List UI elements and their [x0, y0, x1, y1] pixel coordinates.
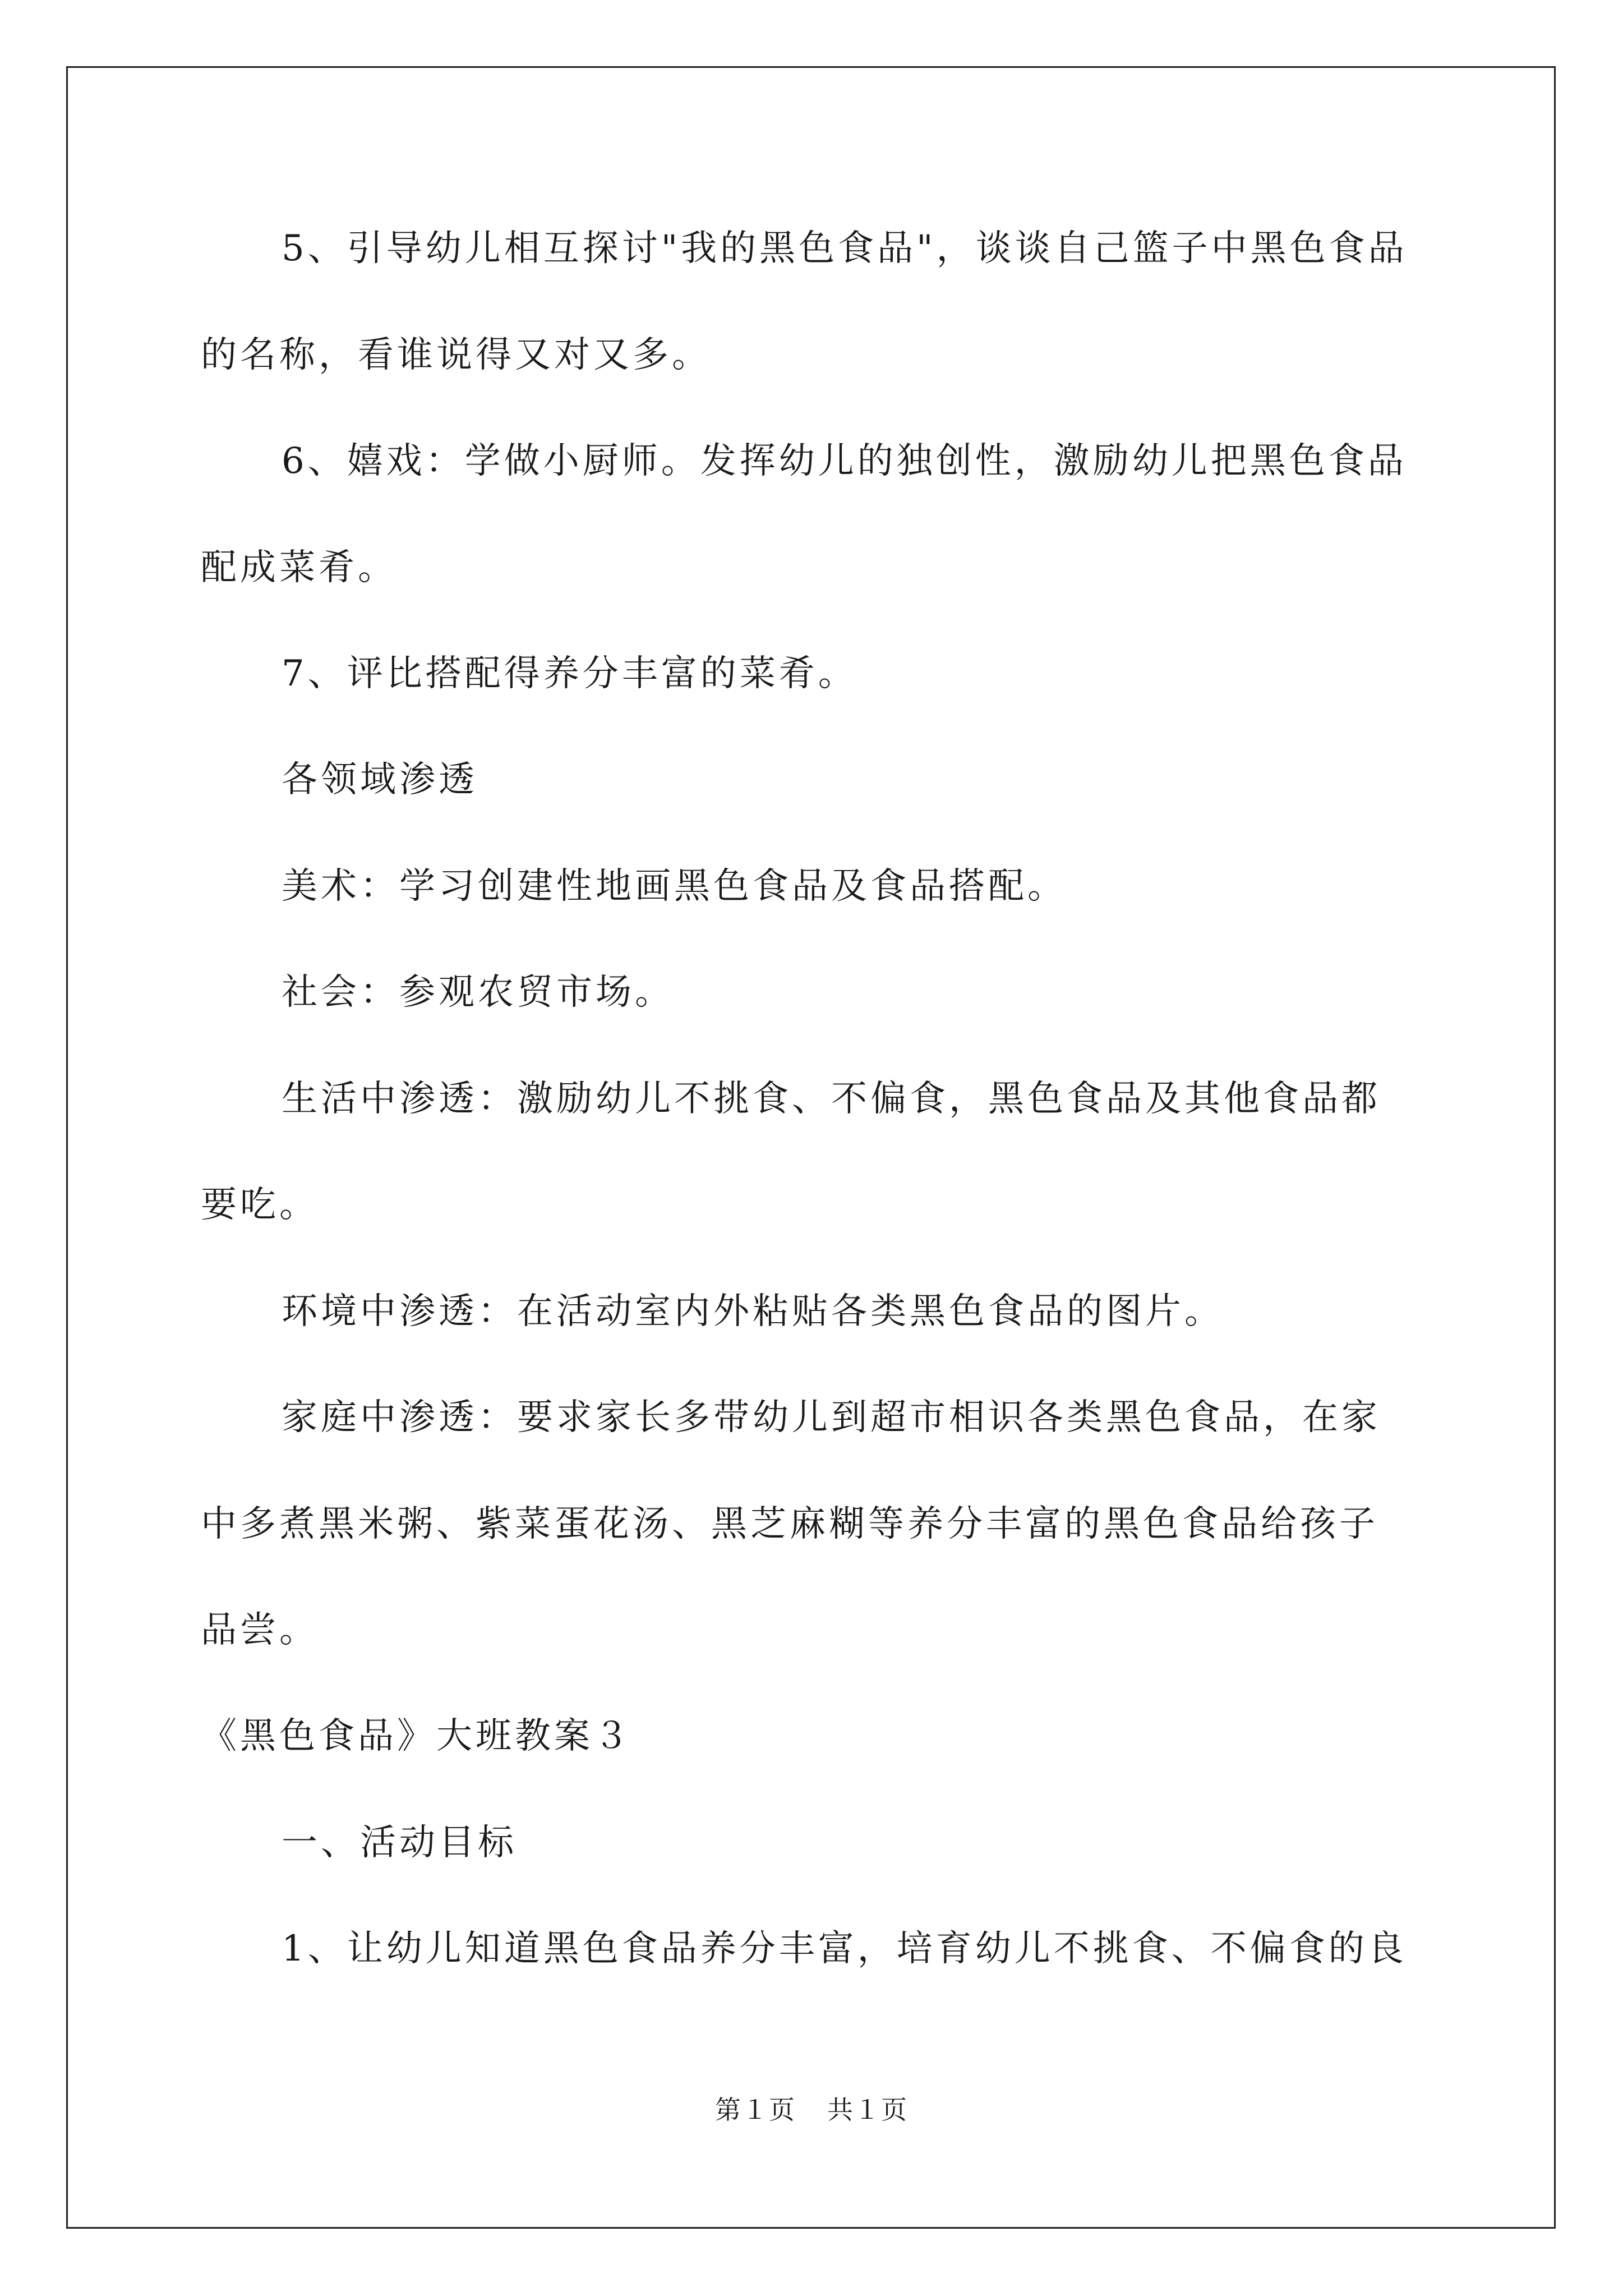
paragraph-7: 7、评比搭配得养分丰富的菜肴。: [282, 653, 857, 694]
lesson-plan-title: 《黑色食品》大班教案３: [201, 1715, 633, 1757]
page-total: 共１页: [827, 2095, 908, 2125]
paragraph-daily-life-line-2: 要吃。: [201, 1184, 319, 1226]
paragraph-art: 美术：学习创建性地画黑色食品及食品搭配。: [282, 866, 1067, 907]
page-footer: [0, 2090, 1623, 2127]
paragraph-5-line-2: 的名称，看谁说得又对又多。: [201, 334, 711, 376]
goal-item-1: 1、让幼儿知道黑色食品养分丰富，培育幼儿不挑食、不偏食的良: [282, 1928, 1407, 1970]
paragraph-family-line-2: 中多煮黑米粥、紫菜蛋花汤、黑芝麻糊等养分丰富的黑色食品给孩子: [201, 1503, 1378, 1545]
paragraph-society: 社会：参观农贸市场。: [282, 972, 674, 1013]
paragraph-family-line-1: 家庭中渗透：要求家长多带幼儿到超市相识各类黑色食品，在家: [282, 1397, 1381, 1438]
paragraph-daily-life-line-1: 生活中渗透：激励幼儿不挑食、不偏食，黑色食品及其他食品都: [282, 1078, 1381, 1120]
paragraph-6-line-2: 配成菜肴。: [201, 547, 397, 588]
section-heading-domains: 各领域渗透: [282, 759, 478, 800]
page-number: 第１页: [715, 2095, 796, 2125]
paragraph-environment: 环境中渗透：在活动室内外粘贴各类黑色食品的图片。: [282, 1291, 1224, 1332]
paragraph-6-line-1: 6、嬉戏：学做小厨师。发挥幼儿的独创性，激励幼儿把黑色食品: [282, 440, 1407, 482]
paragraph-5-line-1: 5、引导幼儿相互探讨"我的黑色食品"，谈谈自己篮子中黑色食品: [282, 228, 1408, 269]
paragraph-family-line-3: 品尝。: [201, 1609, 319, 1651]
section-heading-goals: 一、活动目标: [282, 1822, 517, 1864]
